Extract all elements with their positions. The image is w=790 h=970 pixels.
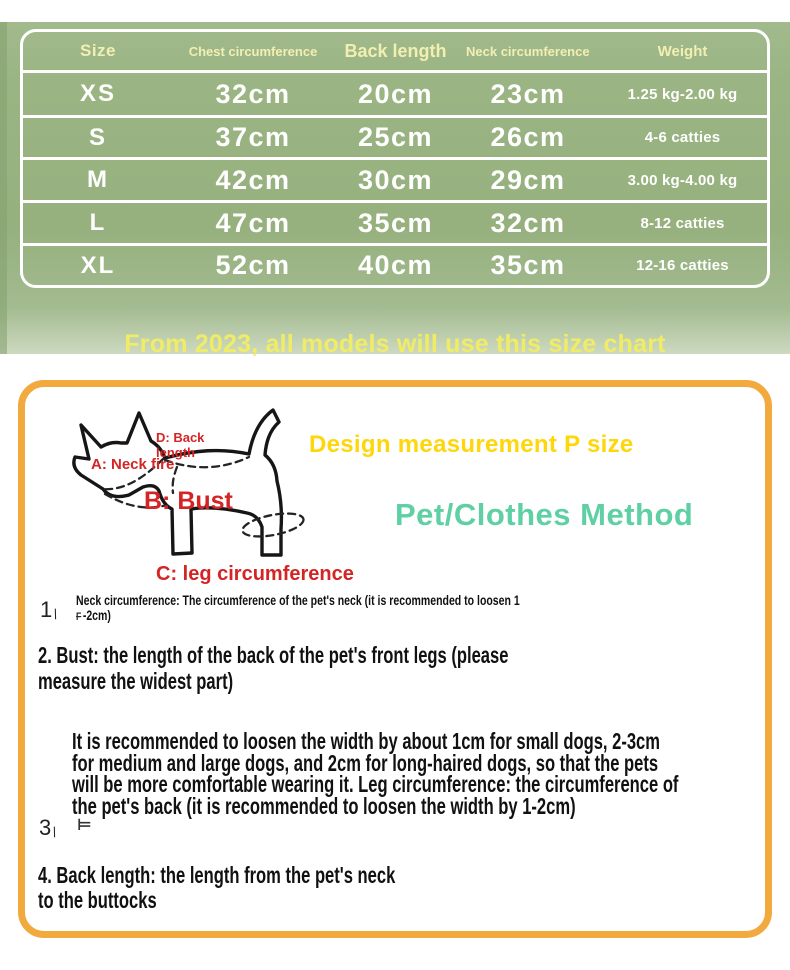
design-measurement-title: Design measurement P size bbox=[309, 431, 634, 458]
instruction-line: F -2cm) bbox=[76, 608, 111, 623]
neck-value: 32cm bbox=[490, 207, 566, 238]
size-table bbox=[20, 29, 770, 288]
chest-value: 32cm bbox=[215, 78, 291, 109]
instruction-1-marker: 1\ bbox=[40, 597, 60, 623]
size-value: XS bbox=[79, 80, 116, 107]
cjk-comma: \ bbox=[50, 823, 59, 841]
table-row-xs bbox=[23, 70, 767, 115]
panel-edge-shade bbox=[0, 22, 7, 354]
weight-value: 12-16 catties bbox=[636, 257, 729, 274]
instruction-line: the pet's back (it is recommended to loosen the width by 1-2cm) bbox=[72, 792, 576, 819]
instruction-line: measure the widest part) bbox=[38, 668, 234, 694]
weight-value: 3.00 kg-4.00 kg bbox=[627, 171, 738, 189]
chest-value: 47cm bbox=[215, 207, 291, 238]
label-leg-circumference: C: leg circumference bbox=[156, 563, 354, 585]
table-row-s bbox=[23, 115, 767, 157]
back-value: 25cm bbox=[357, 122, 434, 152]
size-value: XL bbox=[80, 251, 116, 279]
header-chest: Chest circumference bbox=[188, 43, 318, 59]
label-neck-line: A: Neck fire bbox=[91, 456, 175, 473]
back-value: 35cm bbox=[357, 207, 434, 238]
artifact-glyph: F bbox=[76, 611, 82, 623]
header-back: Back length bbox=[344, 40, 447, 61]
neck-value: 26cm bbox=[490, 122, 566, 152]
instruction-1-text bbox=[76, 593, 520, 625]
label-bust: B: Bust bbox=[144, 487, 233, 515]
instruction-4-text bbox=[38, 863, 395, 913]
back-value: 20cm bbox=[357, 78, 434, 109]
instruction-line: to the buttocks bbox=[38, 887, 157, 913]
table-row-m bbox=[23, 157, 767, 200]
size-chart-footer-note: From 2023, all models will use this size chart bbox=[124, 330, 666, 358]
size-value: S bbox=[88, 123, 107, 151]
instruction-3-text bbox=[72, 728, 679, 819]
back-value: 30cm bbox=[357, 164, 434, 195]
chest-value: 42cm bbox=[215, 164, 291, 195]
instruction-line: for medium and large dogs, and 2cm for long-haired dogs, so that the pets bbox=[72, 749, 659, 776]
instruction-line: 4. Back length: the length from the pet's neck bbox=[38, 862, 396, 888]
instruction-line: It is recommended to loosen the width by about 1cm for small dogs, 2-3cm bbox=[72, 728, 660, 754]
chest-value: 37cm bbox=[215, 122, 291, 152]
neck-value: 23cm bbox=[490, 78, 566, 109]
instruction-line: Neck circumference: The circumference of the pet's neck (it is recommended to loosen 1 bbox=[76, 593, 520, 608]
neck-value: 35cm bbox=[490, 250, 566, 280]
header-neck: Neck circumference bbox=[466, 43, 590, 59]
size-value: L bbox=[89, 209, 107, 236]
cjk-comma: \ bbox=[51, 605, 60, 623]
table-row-xl bbox=[23, 243, 767, 285]
artifact-glyph: ⊨ bbox=[77, 817, 92, 834]
header-weight: Weight bbox=[657, 42, 708, 60]
measurement-guide-panel bbox=[18, 380, 772, 938]
back-value: 40cm bbox=[357, 250, 434, 280]
neck-value: 29cm bbox=[490, 164, 566, 195]
pet-clothes-method-title: Pet/Clothes Method bbox=[395, 497, 694, 532]
weight-value: 1.25 kg-2.00 kg bbox=[627, 85, 738, 103]
size-chart-panel bbox=[0, 22, 790, 358]
instruction-line: will be more comfortable wearing it. Leg circumference: the circumference of bbox=[72, 771, 679, 797]
chest-value: 52cm bbox=[215, 250, 291, 280]
weight-value: 4-6 catties bbox=[644, 129, 721, 146]
instruction-3-marker: 3\ bbox=[39, 815, 59, 841]
instruction-2-text bbox=[38, 642, 508, 694]
size-value: M bbox=[87, 166, 109, 193]
header-size: Size bbox=[79, 41, 117, 60]
label-back-length: D: Back length bbox=[156, 430, 205, 460]
table-header-row bbox=[23, 32, 767, 70]
weight-value: 8-12 catties bbox=[640, 214, 725, 232]
instruction-line: 2. Bust: the length of the back of the pet's front legs (please bbox=[38, 642, 509, 668]
table-row-l bbox=[23, 200, 767, 243]
